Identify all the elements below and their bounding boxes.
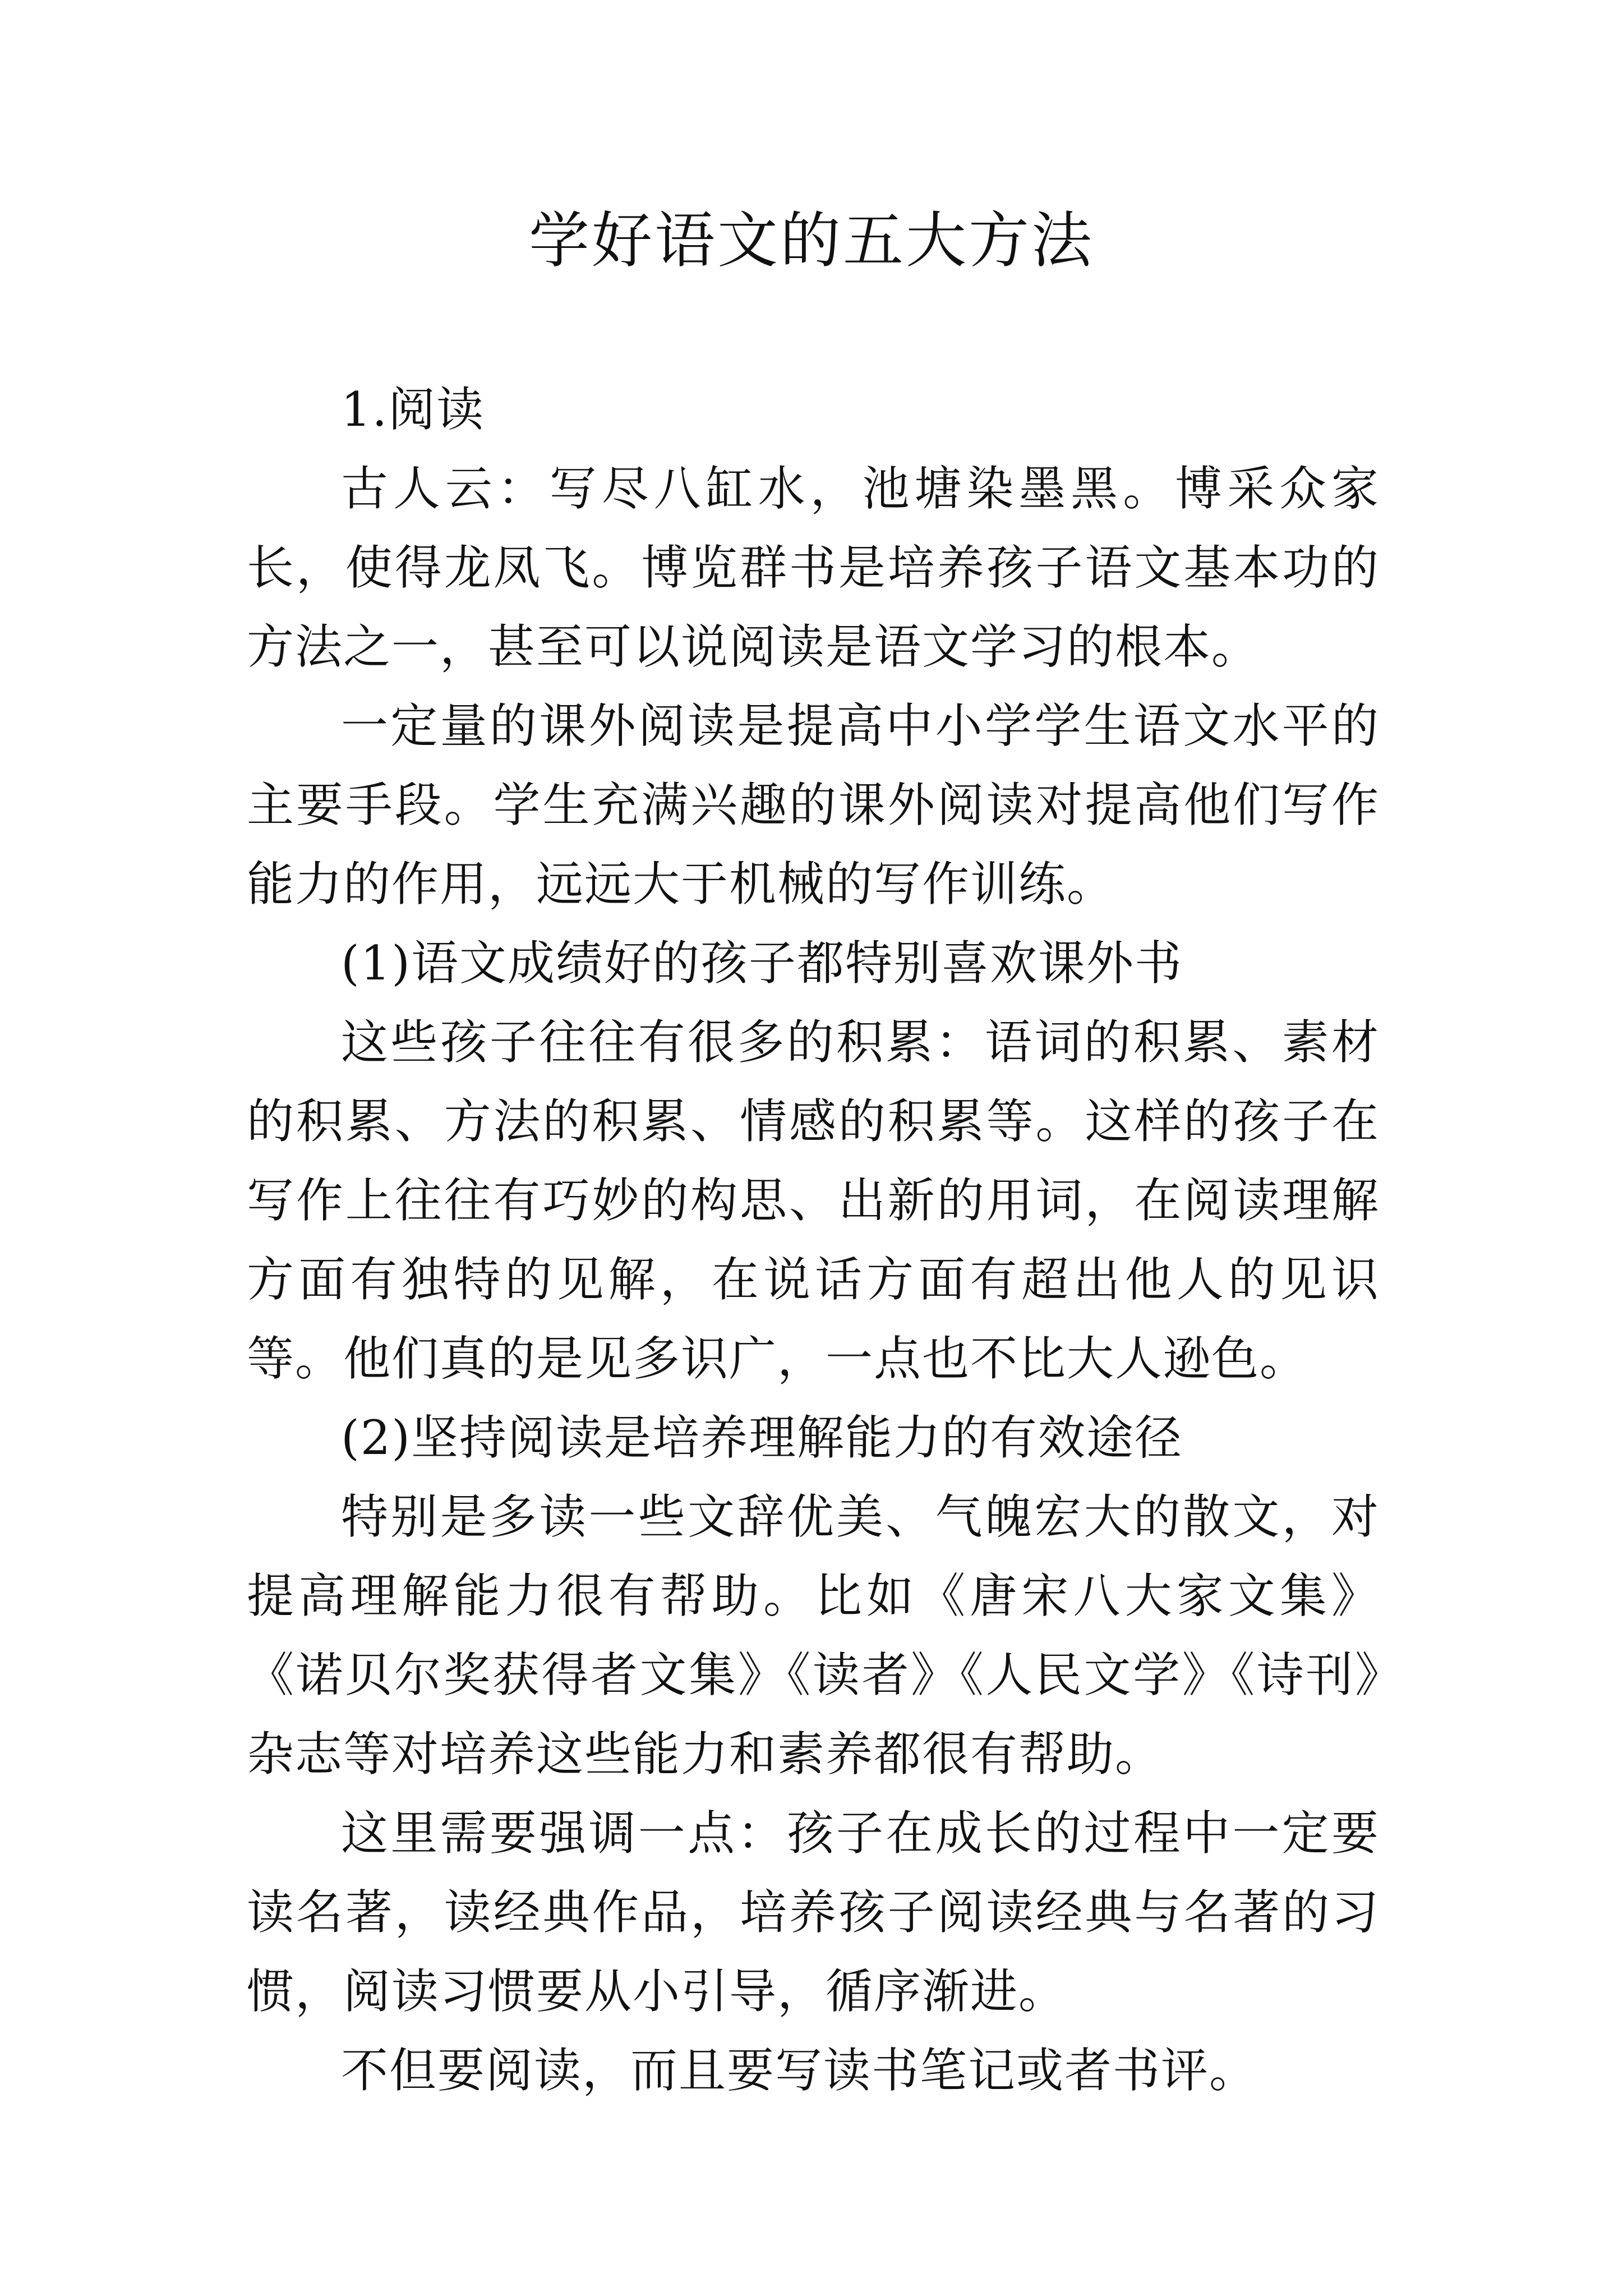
section-heading-reading: 1.阅读 — [341, 382, 485, 437]
paragraph: 特别是多读一些文辞优美、气魄宏大的散文，对提高理解能力很有帮助。比如《唐宋八大家文集》《诺贝尔奖获得者文集》《读者》《人民文学》《诗刊》杂志等对培养这些能力和素养都很有帮助。 — [247, 1489, 1380, 1782]
paragraph: 一定量的课外阅读是提高中小学学生语文水平的主要手段。学生充满兴趣的课外阅读对提高他们写作能力的作用，远远大于机械的写作训练。 — [247, 698, 1380, 912]
paragraph: 这些孩子往往有很多的积累：语词的积累、素材的积累、方法的积累、情感的积累等。这样的孩子在写作上往往有巧妙的构思、出新的用词，在阅读理解方面有独特的见解，在说话方面有超出他人的见识等。他们真的是见多识广，一点也不比大人逊色。 — [247, 1015, 1380, 1386]
paragraph: 古人云：写尽八缸水，池塘染墨黑。博采众家长，使得龙凤飞。博览群书是培养孩子语文基本功的方法之一，甚至可以说阅读是语文学习的根本。 — [247, 461, 1380, 674]
paragraph: 不但要阅读，而且要写读书笔记或者书评。 — [341, 2043, 1258, 2098]
document-title: 学好语文的五大方法 — [528, 206, 1094, 276]
subheading: (2)坚持阅读是培养理解能力的有效途径 — [341, 1410, 1183, 1465]
paragraph: 这里需要强调一点：孩子在成长的过程中一定要读名著，读经典作品，培养孩子阅读经典与名著的习惯，阅读习惯要从小引导，循序渐进。 — [247, 1806, 1380, 2019]
document-body — [247, 370, 1380, 2110]
subheading: (1)语文成绩好的孩子都特别喜欢课外书 — [341, 936, 1183, 991]
